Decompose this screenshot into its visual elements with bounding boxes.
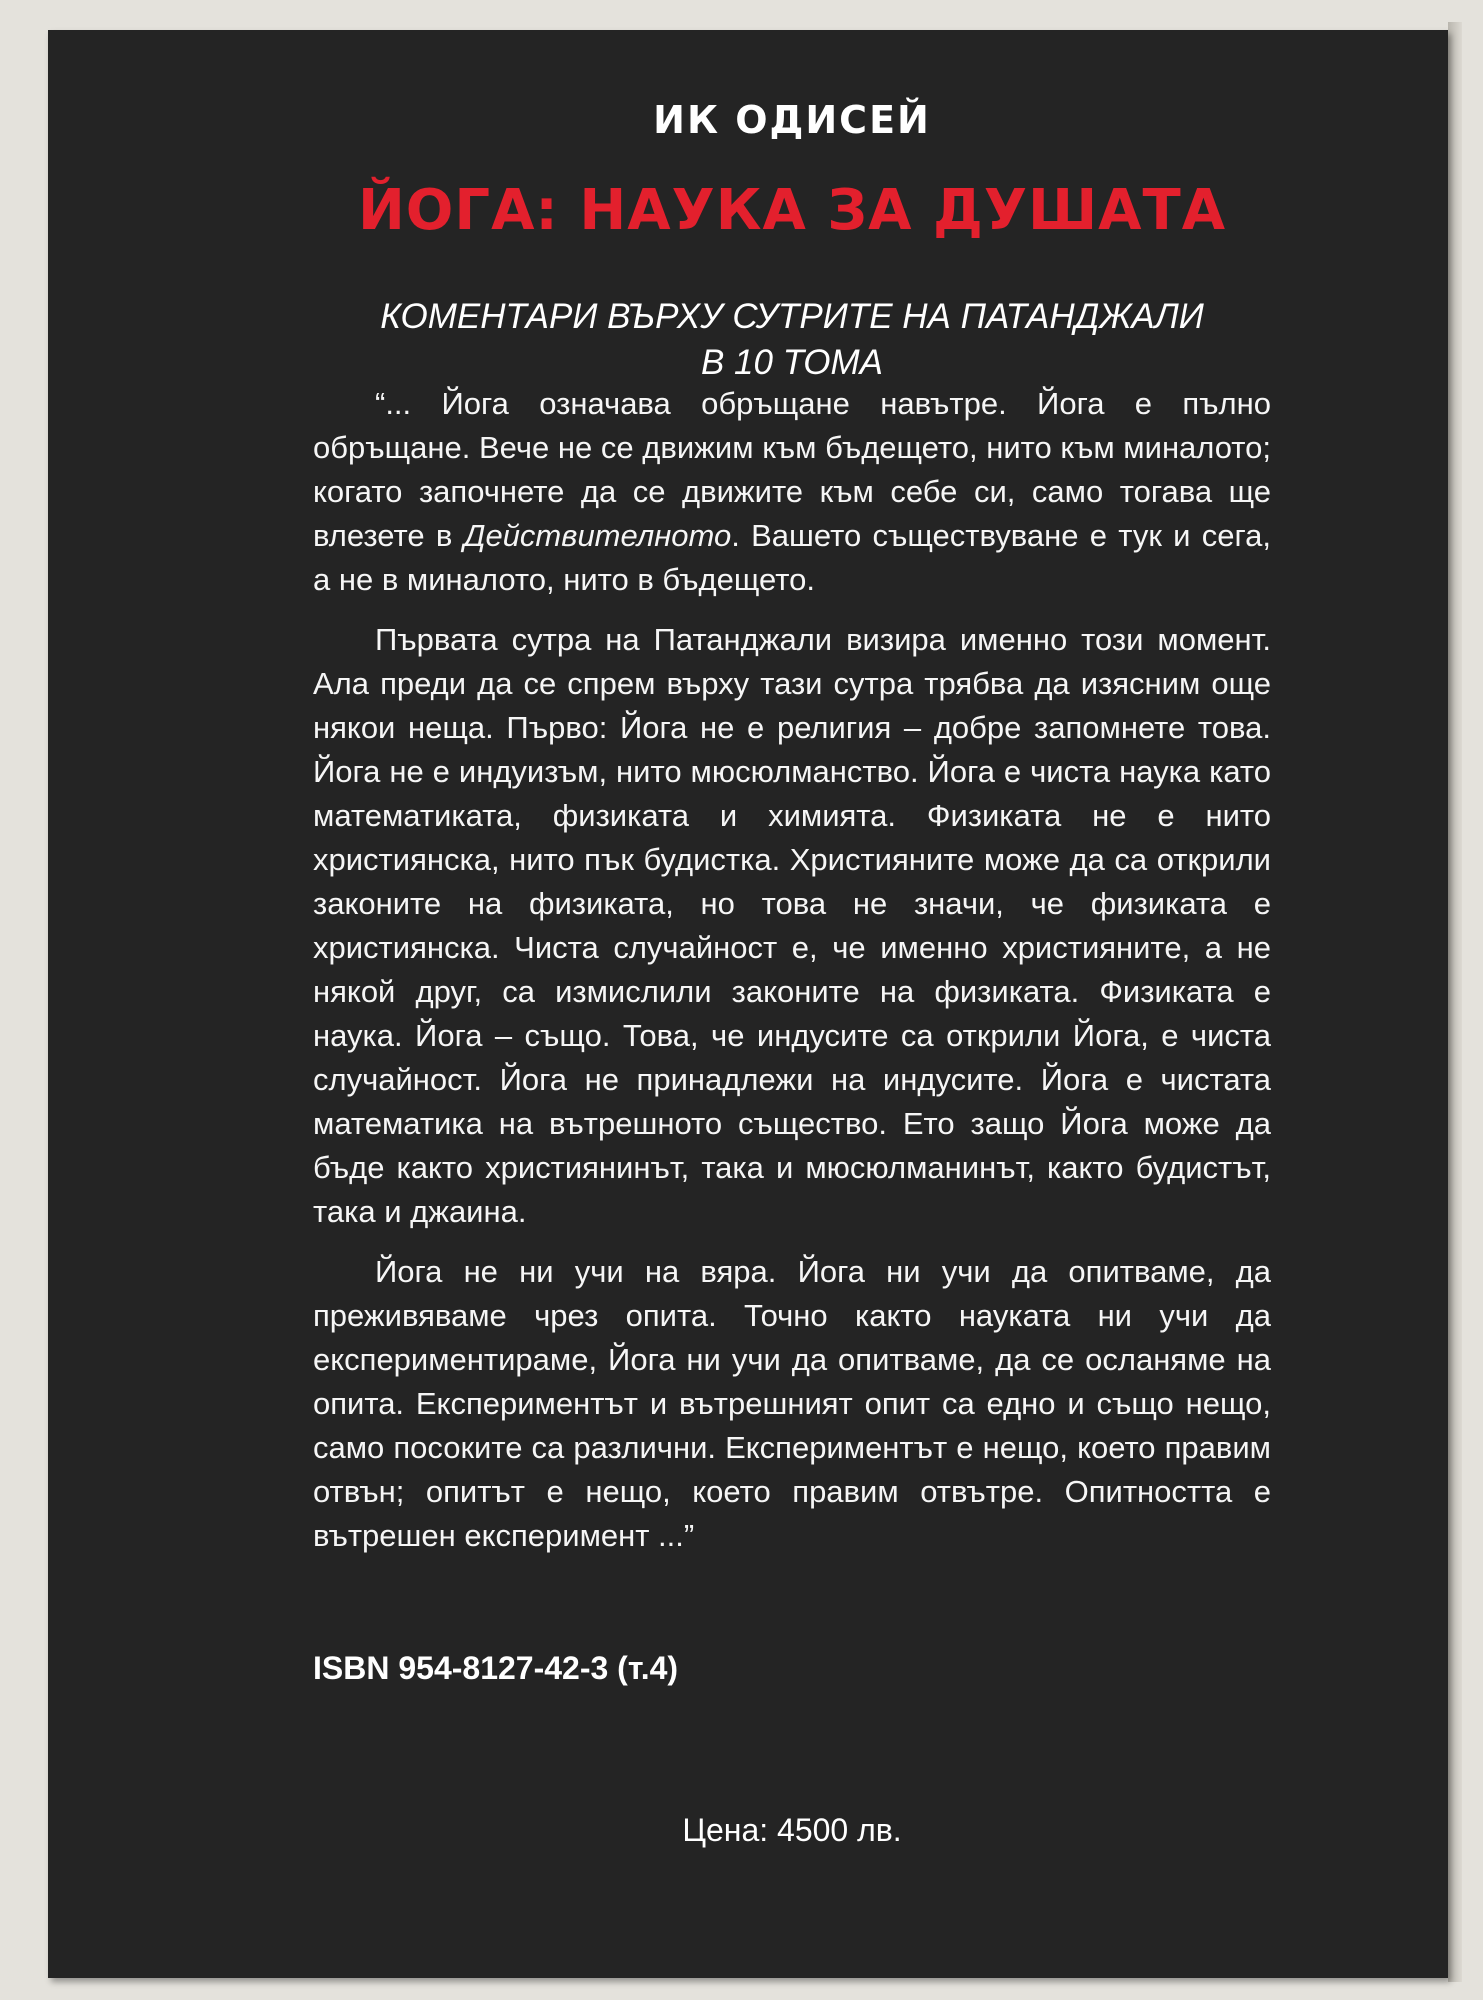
blurb-emphasis: Действителното xyxy=(463,518,732,553)
isbn-number: ISBN 954-8127-42-3 (т.4) xyxy=(313,1650,679,1686)
subtitle-line-1: КОМЕНТАРИ ВЪРХУ СУТРИТЕ НА ПАТАНДЖАЛИ xyxy=(380,297,1204,336)
blurb-text xyxy=(313,382,1271,1574)
blurb-paragraph-3: Йога не ни учи на вяра. Йога ни учи да опитваме, да преживяваме чрез опита. Точно както науката ни учи да експериментираме, Йога ни учи да опитваме, да се осланяме на опита. Експериментът и вътрешният опит са едно и също нещо, само посоките са различни. Експериментът е нещо, което правим отвън; опитът е нещо, което правим отвътре. Опитността е вътрешен експеримент ...” xyxy=(313,1254,1271,1553)
blurb-paragraph-1 xyxy=(313,382,1271,602)
book-edge-shadow xyxy=(1448,22,1462,1982)
subtitle-line-2: В 10 ТОМА xyxy=(700,343,884,382)
blurb-paragraph-2: Първата сутра на Патанджали визира именно този момент. Ала преди да се спрем върху тази сутра трябва да изясним още някои неща. Първо: Йога не е религия – добре запомнете това. Йога не е индуизъм, нито мюсюлманство. Йога е чиста наука като математиката, физиката и химията. Физиката не е нито християнска, нито пък будистка. Християните може да са открили законите на физиката, но това не значи, че физиката е християнска. Чиста случайност е, че именно християните, а не някой друг, са измислили законите на физиката. Физиката е наука. Йога – също. Това, че индусите са открили Йога, е чиста случайност. Йога не принадлежи на индусите. Йога е чистата математика на вътрешното същество. Ето защо Йога може да бъде както християнинът, така и мюсюлманинът, както будистът, така и джаина. xyxy=(313,622,1271,1229)
price-label: Цена: 4500 лв. xyxy=(682,1812,902,1848)
book-title: ЙОГА: НАУКА ЗА ДУШАТА xyxy=(357,178,1227,243)
publisher-name: ИК ОДИСЕЙ xyxy=(653,98,931,142)
blurb-paragraph-1-start: “... Йога означава обръщане навътре. Йога е пълно обръщане. Вече не се движим към бъдещето, нито към миналото; когато започнете да се движите към себе си, само тогава ще влезете в xyxy=(313,386,1271,553)
blurb-paragraph-1-end: . Вашето съществуване е тук и сега, а не в миналото, нито в бъдещето. xyxy=(313,518,1271,597)
book-back-cover xyxy=(48,30,1448,1978)
book-subtitle xyxy=(313,294,1271,386)
